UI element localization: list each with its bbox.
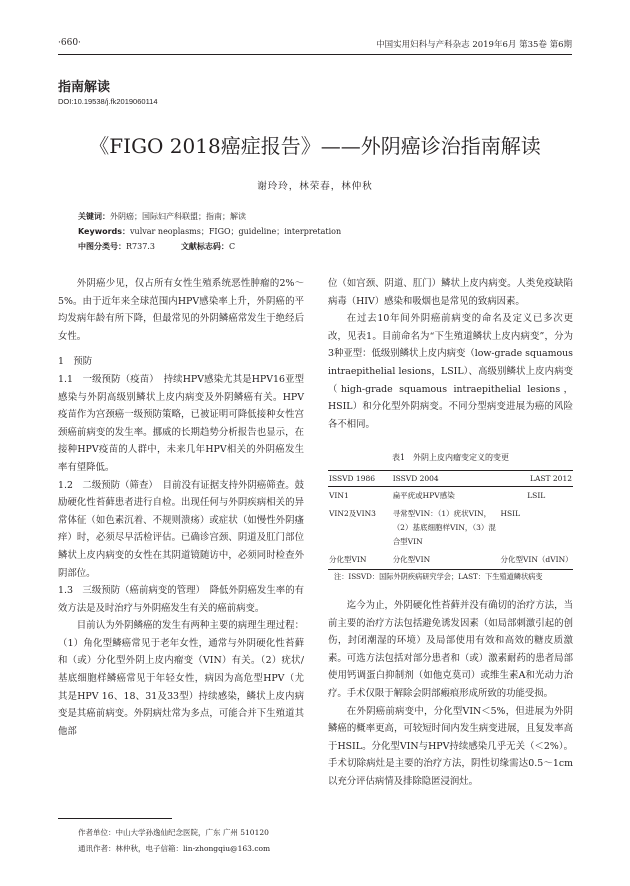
footnote-rule (58, 818, 172, 819)
table-cell: VIN1 (329, 491, 349, 500)
table-header: LAST 2012 (499, 471, 573, 487)
keywords-en (78, 225, 341, 239)
definition-table (328, 470, 573, 570)
class-value: R737.3 (126, 242, 155, 251)
paragraph: 在外阴癌前病变中，分化型VIN＜5%，但进展为外阴鳞癌的概率更高，可较短时间内发生病变进展，且复发率高于HSIL。分化型VIN与HPV持续感染几乎无关（＜2%）。手术切除病灶是主要的治疗方法，阴性切缘需达0.5～1cm以充分评估病情及排除隐匿浸润灶。 (328, 705, 573, 787)
class-label: 中图分类号： (78, 242, 126, 251)
table-row (328, 505, 573, 551)
paragraph: 目前认为外阴鳞癌的发生有两种主要的病理生理过程：（1）角化型鳞癌常见于老年女性，通常与外阴硬化性苔藓和（或）分化型外阴上皮内瘤变（VIN）有关。（2）疣状/基底细胞样鳞癌常见于年轻女性，病因为高危型HPV（尤其是HPV 16、18、31及33型）持续感染，鳞状上皮内病变是其癌前病变。外阴病灶常为多点，可能合并下生殖道其他部 (58, 620, 304, 737)
doc-label: 文献标志码： (180, 242, 229, 251)
paragraph: 在过去10年间外阴癌前病变的命名及定义已多次更改，见表1。目前命名为“下生殖道鳞状上皮内病变”，分为3种亚型：低级别鳞状上皮内病变（low-grade squamous intraepithelial lesions，LSIL）、高级别鳞状上皮内病变（high-grade squamous intraepithelial lesions，HSIL）和分化型外阴病变。不同分型病变进展为癌的风险各不相同。 (328, 313, 573, 430)
doc-value: C (228, 242, 236, 251)
paragraph: 1.3 三级预防（癌前病变的管理） 降低外阴癌发生率的有效方法是及时治疗与外阴癌发生有关的癌前病变。 (58, 585, 304, 614)
keywords-en-value: vulvar neoplasms；FIGO；guideline；interpretation (130, 227, 342, 236)
right-column-bottom (328, 597, 573, 791)
header-rule (58, 54, 572, 55)
authors: 谢玲玲，林荣春，林仲秋 (257, 181, 373, 192)
table-note: 注：ISSVD：国际外阴疾病研究学会；LAST：下生殖道鳞状病变 (334, 572, 543, 581)
keywords-cn-label: 关键词： (78, 212, 110, 221)
keywords-cn-value: 外阴癌；国际妇产科联盟；指南；解读 (110, 212, 246, 221)
paragraph: 位（如宫颈、阴道、肛门）鳞状上皮内病变。人类免疫缺陷病毒（HIV）感染和吸烟也是常见的致病因素。 (328, 278, 573, 307)
paragraph: 1.1 一级预防（疫苗） 持续HPV感染尤其是HPV16亚型感染与外阴高级别鳞状上皮内病变及外阴鳞癌有关。HPV疫苗作为宫颈癌一级预防策略，已被证明可降低接种女性宫颈癌前病变的发生率。挪威的长期趋势分析报告也显示，在接种HPV疫苗的人群中，未来几年HPV相关的外阴癌发生率有望降低。 (58, 373, 304, 473)
table-header: ISSVD 1986 (328, 471, 392, 487)
table-title: 表1 外阴上皮内瘤变定义的变更 (391, 453, 510, 462)
doi: DOI:10.19538/j.fk2019060114 (58, 97, 158, 106)
table-cell: VIN2及VIN3 (329, 509, 376, 518)
keywords-en-label: Keywords： (78, 227, 131, 236)
table-row (328, 487, 573, 506)
table-cell: 扁平疣或HPV感染 (392, 491, 455, 500)
corresponding-author: 通讯作者：林仲秋，电子信箱：lin-zhongqiu@163.com (78, 844, 271, 853)
paragraph: 迄今为止，外阴硬化性苔藓并没有确切的治疗方法，当前主要的治疗方法包括避免诱发因素（如局部刺激引起的创伤，封闭潮湿的环境）及局部使用有效和高效的糖皮质激素。可选方法包括对部分患者和（或）激素耐药的患者局部使用钙调蛋白抑制剂（如他克莫司）或维生素A和光动力治疗。手术仅限于解除会阴部瘢痕形成所致的功能受损。 (328, 600, 573, 699)
table-cell: LSIL (527, 491, 546, 500)
journal-header: 中国实用妇科与产科杂志 2019年6月 第35卷 第6期 (376, 40, 572, 50)
paragraph: 外阴癌少见，仅占所有女性生殖系统恶性肿瘤的2%～5%。由于近年来全球范围内HPV感染率上升，外阴癌的平均发病年龄有所下降，但最常见的外阴鳞癌常发生于绝经后女性。 (58, 278, 304, 342)
table-cell: 寻常型VIN：（1）疣状VIN，（2）基底细胞样VIN，（3）混合型VIN (392, 509, 496, 546)
affiliation: 作者单位：中山大学孙逸仙纪念医院，广东 广州 510120 (78, 828, 269, 837)
section-label: 指南解读 (58, 80, 111, 95)
keywords-cn (78, 210, 246, 224)
table-cell: HSIL (500, 509, 521, 518)
article-title: 《FIGO 2018癌症报告》——外阴癌诊治指南解读 (89, 134, 541, 158)
table-header: ISSVD 2004 (392, 471, 500, 487)
paragraph: 1.2 二级预防（筛查） 目前没有证据支持外阴癌筛查。鼓励硬化性苔藓患者进行自检。出现任何与外阴疾病相关的异常体征（如色素沉着、不规则溃疡）或症状（如慢性外阴瘙痒）时，必须尽早活检评估。已确诊宫颈、阴道及肛门部位鳞状上皮内病变的女性在其阴道镜随访中，必须同时检查外阴部位。 (58, 479, 304, 579)
table-cell: 分化型VIN（dVIN） (499, 551, 573, 570)
table-cell: 分化型VIN (392, 551, 500, 570)
table-cell: 分化型VIN (328, 551, 392, 570)
right-column-top (328, 275, 573, 433)
left-column (58, 275, 304, 740)
section-heading: 1 预防 (58, 356, 93, 368)
table-row (328, 551, 573, 570)
classification (78, 240, 235, 254)
page-number: ·660· (58, 38, 81, 48)
